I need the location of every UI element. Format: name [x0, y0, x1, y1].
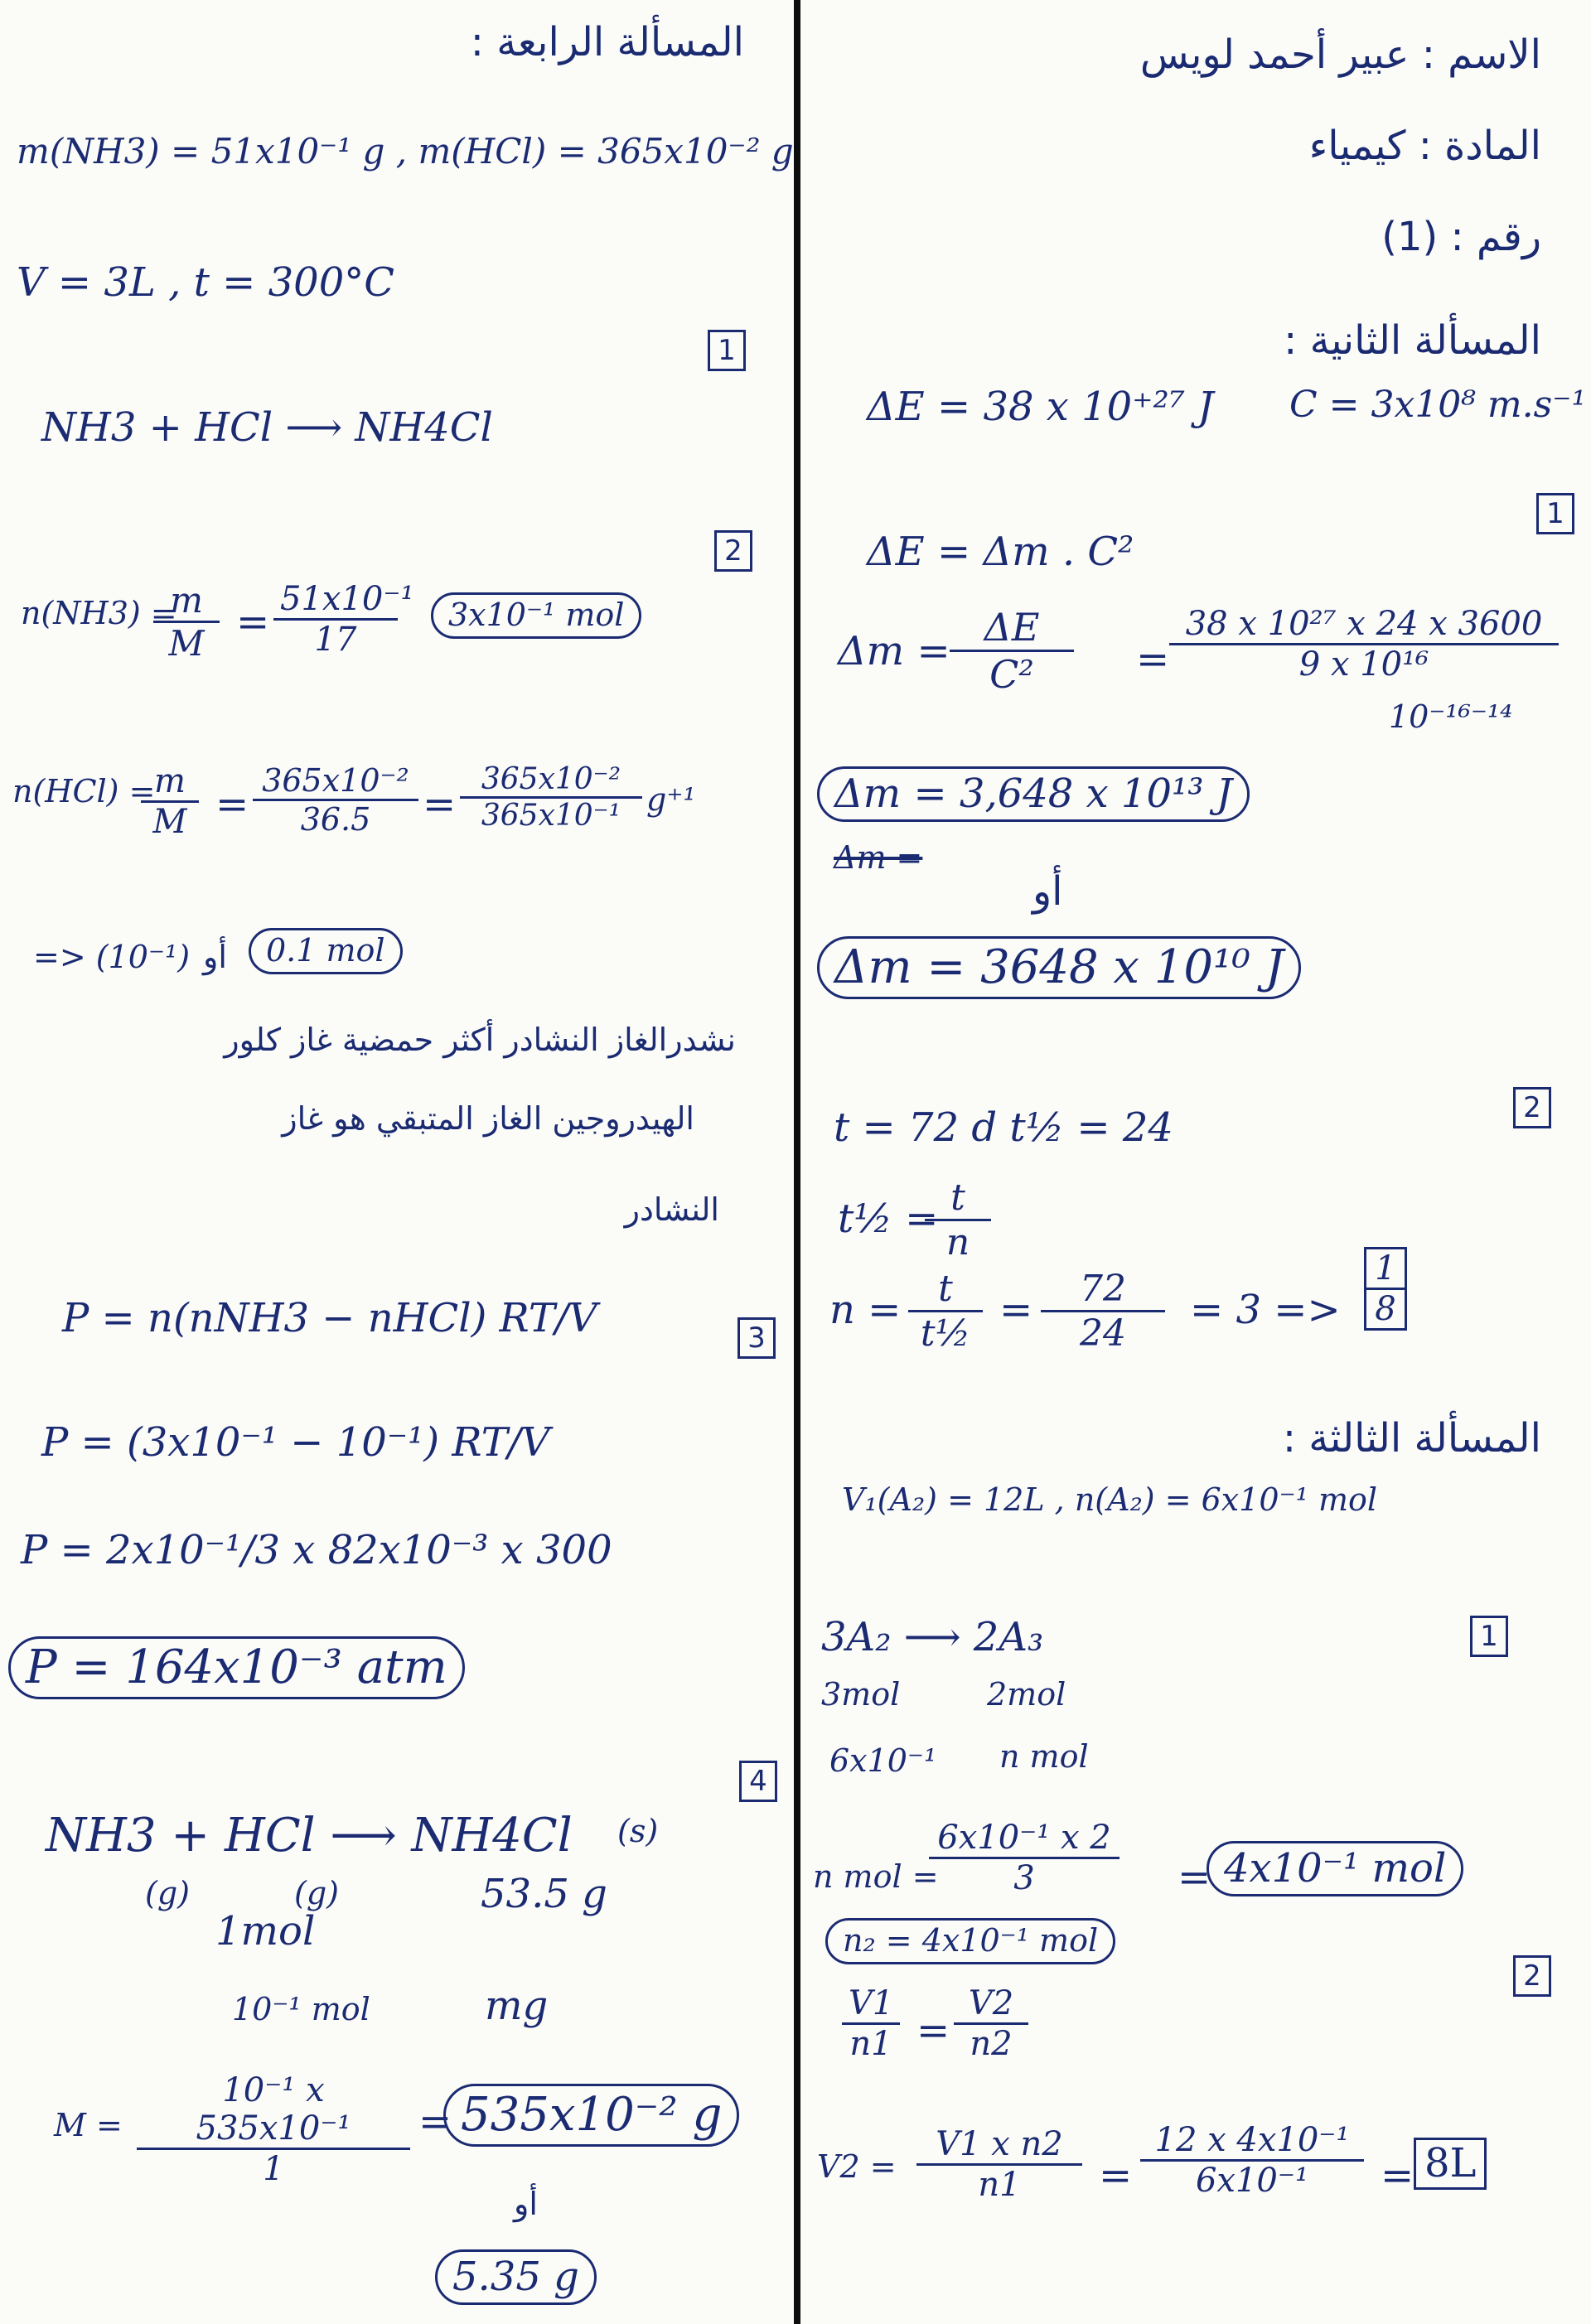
fraction-numerator: 365x10⁻²: [460, 762, 642, 799]
problem-4-title: المسألة الرابعة :: [470, 19, 744, 65]
fraction-denominator: 17: [314, 621, 357, 659]
p3-ratio-right: [954, 1984, 1028, 2063]
reaction-2: NH3 + HCl ⟶ NH4Cl: [46, 1809, 573, 1863]
fraction-numerator: 1: [1366, 1249, 1405, 1290]
n-hcl-result-or: أو: [203, 939, 227, 975]
p2-given-energy: ΔE = 38 x 10⁺²⁷ J: [867, 384, 1214, 430]
fraction-denominator: n: [945, 1221, 970, 1263]
mass-lhs: M =: [54, 2107, 123, 2143]
fraction-numerator: V2: [954, 1984, 1028, 2025]
given-volume-temp: V = 3L , t = 300°C: [17, 259, 394, 306]
mass-result: 535x10⁻² g: [443, 2084, 739, 2147]
question-number-box: 2: [1513, 1955, 1551, 1997]
p3-v2-fraction: [916, 2125, 1082, 2204]
fraction-denominator: C²: [989, 652, 1034, 697]
fraction-denominator: M: [152, 803, 187, 841]
one-mol: 1mol: [215, 1908, 316, 1954]
fraction-numerator: V1 x n2: [916, 2125, 1082, 2166]
student-name: الاسم : عبير أحمد لويس: [1139, 31, 1541, 78]
p2-dm-exponent-note: 10⁻¹⁶⁻¹⁴: [1389, 698, 1513, 735]
phase-g-1: (g): [145, 1875, 190, 1911]
fraction-denominator: 365x10⁻¹: [481, 799, 621, 833]
left-column: [0, 0, 794, 2324]
fraction-denominator: 1: [263, 2150, 284, 2188]
p2-formula: ΔE = Δm . C²: [867, 529, 1134, 575]
p3-v2-lhs: V2 =: [817, 2148, 897, 2185]
p3-mol-3: 6x10⁻¹: [829, 1742, 937, 1779]
p2-given-c: C = 3x10⁸ m.s⁻¹: [1289, 384, 1587, 426]
fraction-denominator: 36.5: [300, 801, 371, 838]
p3-mol-4: n mol: [999, 1738, 1089, 1775]
n-hcl-result-a: => (10⁻¹): [33, 939, 191, 975]
question-number-box: 4: [739, 1761, 777, 1802]
question-number-box: 1: [708, 330, 746, 371]
question-number-box: 2: [714, 530, 752, 572]
p3-reaction: 3A₂ ⟶ 2A₃: [821, 1614, 1044, 1660]
question-number-box: 3: [737, 1317, 776, 1359]
number-line: رقم : (1): [1381, 214, 1541, 260]
n-nh3-fraction: [153, 580, 220, 664]
fraction-denominator: 8: [1375, 1290, 1396, 1328]
p3-nmol-eq: =: [1178, 1854, 1211, 1901]
p3-given: V₁(A₂) = 12L , n(A₂) = 6x10⁻¹ mol: [842, 1481, 1378, 1518]
arabic-note-line-1: نشدرالغاز النشادر أكثر حمضية غاز كلور: [224, 1022, 736, 1058]
p3-nmol-fraction: [929, 1819, 1120, 1897]
p3-nmol-lhs: n mol =: [813, 1858, 939, 1895]
p3-v2-eq-2: =: [1381, 2152, 1414, 2199]
p3-nmol-result: 4x10⁻¹ mol: [1207, 1841, 1463, 1896]
n-nh3-eq: =: [236, 599, 270, 645]
p2-or: أو: [1032, 868, 1063, 915]
mass-eq: =: [418, 2099, 452, 2145]
fraction-numerator: m: [141, 762, 199, 803]
n-hcl-exponent: g⁺¹: [646, 781, 696, 818]
fraction-denominator: 3: [1013, 1859, 1035, 1897]
p2-n-fraction: [908, 1268, 983, 1355]
p2-dm-fraction: [950, 605, 1074, 697]
p3-v2-fraction-2: [1140, 2121, 1364, 2200]
n-hcl-eq: =: [215, 781, 249, 828]
fraction-numerator: t: [908, 1268, 983, 1312]
mass-or: أو: [514, 2186, 538, 2222]
fraction-numerator: t: [925, 1176, 991, 1221]
fraction-numerator: 51x10⁻¹: [273, 580, 398, 621]
n-nh3-fraction-2: [273, 580, 414, 659]
tenth-mol: 10⁻¹ mol: [232, 1991, 370, 2027]
p2-dm-eq: =: [1136, 636, 1170, 683]
p2-dm-fraction-2: [1169, 605, 1559, 684]
fraction-numerator: 10⁻¹ x 535x10⁻¹: [137, 2071, 410, 2150]
p3-mol-1: 3mol: [821, 1676, 901, 1713]
p3-n2-result: n₂ = 4x10⁻¹ mol: [825, 1918, 1115, 1964]
p3-v2-eq: =: [1099, 2152, 1133, 2199]
fraction-denominator: 24: [1080, 1312, 1126, 1355]
fraction-numerator: 38 x 10²⁷ x 24 x 3600: [1169, 605, 1559, 645]
mass-fraction: [137, 2071, 410, 2188]
pressure-calculation: P = 2x10⁻¹/3 x 82x10⁻³ x 300: [21, 1527, 612, 1573]
p3-mol-2: 2mol: [987, 1676, 1066, 1713]
question-number-box: 2: [1513, 1087, 1551, 1128]
fraction-denominator: 9 x 10¹⁶: [1298, 645, 1429, 684]
fraction-denominator: n1: [978, 2166, 1021, 2204]
p2-half-lhs: t½ =: [838, 1196, 939, 1242]
problem-3-title: المسألة الثالثة :: [1282, 1415, 1541, 1462]
fraction-denominator: t½: [920, 1312, 971, 1355]
question-number-box: 1: [1470, 1616, 1508, 1657]
mass-result-2: 5.35 g: [435, 2249, 597, 2305]
arabic-note-line-3: النشادر: [624, 1191, 719, 1228]
p2-crossed-out: Δm =: [834, 839, 923, 876]
pressure-formula: P = n(nNH3 − nHCl) RT/V: [62, 1295, 597, 1341]
subject-line: المادة : كيمياء: [1308, 123, 1541, 169]
fraction-numerator: ΔE: [950, 605, 1074, 652]
p2-half-fraction: [925, 1176, 991, 1263]
p3-v2-result: 8L: [1414, 2138, 1487, 2190]
p2-n-lhs: n =: [829, 1287, 902, 1333]
p2-dm-lhs: Δm =: [838, 628, 950, 674]
p2-result-1: Δm = 3,648 x 10¹³ J: [817, 766, 1250, 822]
column-divider: [794, 0, 800, 2324]
p3-ratio-eq: =: [916, 2008, 950, 2054]
fraction-denominator: 6x10⁻¹: [1195, 2162, 1309, 2200]
n-nh3-lhs: n(NH3) =: [21, 595, 177, 631]
fraction-numerator: V1: [842, 1984, 900, 2025]
n-hcl-fraction-3: [460, 762, 642, 833]
n-hcl-eq-2: =: [423, 781, 457, 828]
fraction-numerator: m: [153, 580, 220, 623]
question-number-box: 1: [1536, 493, 1574, 534]
phase-g-2: (g): [294, 1875, 339, 1911]
p2-n-fraction-2: [1041, 1268, 1165, 1355]
p2-time-given: t = 72 d t½ = 24: [834, 1104, 1173, 1151]
fraction-numerator: 72: [1041, 1268, 1165, 1312]
given-masses: m(NH3) = 51x10⁻¹ g , m(HCl) = 365x10⁻² g: [17, 131, 794, 172]
phase-s: (s): [617, 1813, 659, 1849]
fraction-denominator: n2: [970, 2025, 1013, 2063]
p2-n-boxed-fraction: [1364, 1247, 1407, 1331]
fraction-numerator: 365x10⁻²: [253, 762, 418, 801]
p2-n-eq: =: [999, 1287, 1033, 1333]
mass-unknown: mg: [485, 1983, 549, 2029]
fraction-numerator: 12 x 4x10⁻¹: [1140, 2121, 1364, 2162]
n-hcl-result-b: 0.1 mol: [249, 928, 403, 974]
right-column: [800, 0, 1591, 2324]
fraction-denominator: M: [168, 623, 205, 664]
problem-2-title: المسألة الثانية :: [1284, 317, 1541, 364]
fraction-numerator: 6x10⁻¹ x 2: [929, 1819, 1120, 1859]
pressure-result: P = 164x10⁻³ atm: [8, 1636, 465, 1699]
p2-n-result: = 3 =>: [1190, 1287, 1341, 1333]
fraction-denominator: n1: [849, 2025, 892, 2063]
n-hcl-fraction-2: [253, 762, 418, 838]
n-hcl-lhs: n(HCl) =: [12, 773, 156, 809]
n-nh3-result: 3x10⁻¹ mol: [431, 592, 641, 639]
pressure-substitution: P = (3x10⁻¹ − 10⁻¹) RT/V: [41, 1419, 550, 1466]
p2-result-2: Δm = 3648 x 10¹⁰ J: [817, 936, 1301, 999]
molar-mass: 53.5 g: [481, 1871, 607, 1917]
p3-ratio-left: [842, 1984, 900, 2063]
reaction-1: NH3 + HCl ⟶ NH4Cl: [41, 404, 493, 451]
arabic-note-line-2: الهيدروجين الغاز المتبقي هو غاز: [282, 1100, 694, 1137]
n-hcl-fraction: [141, 762, 199, 841]
